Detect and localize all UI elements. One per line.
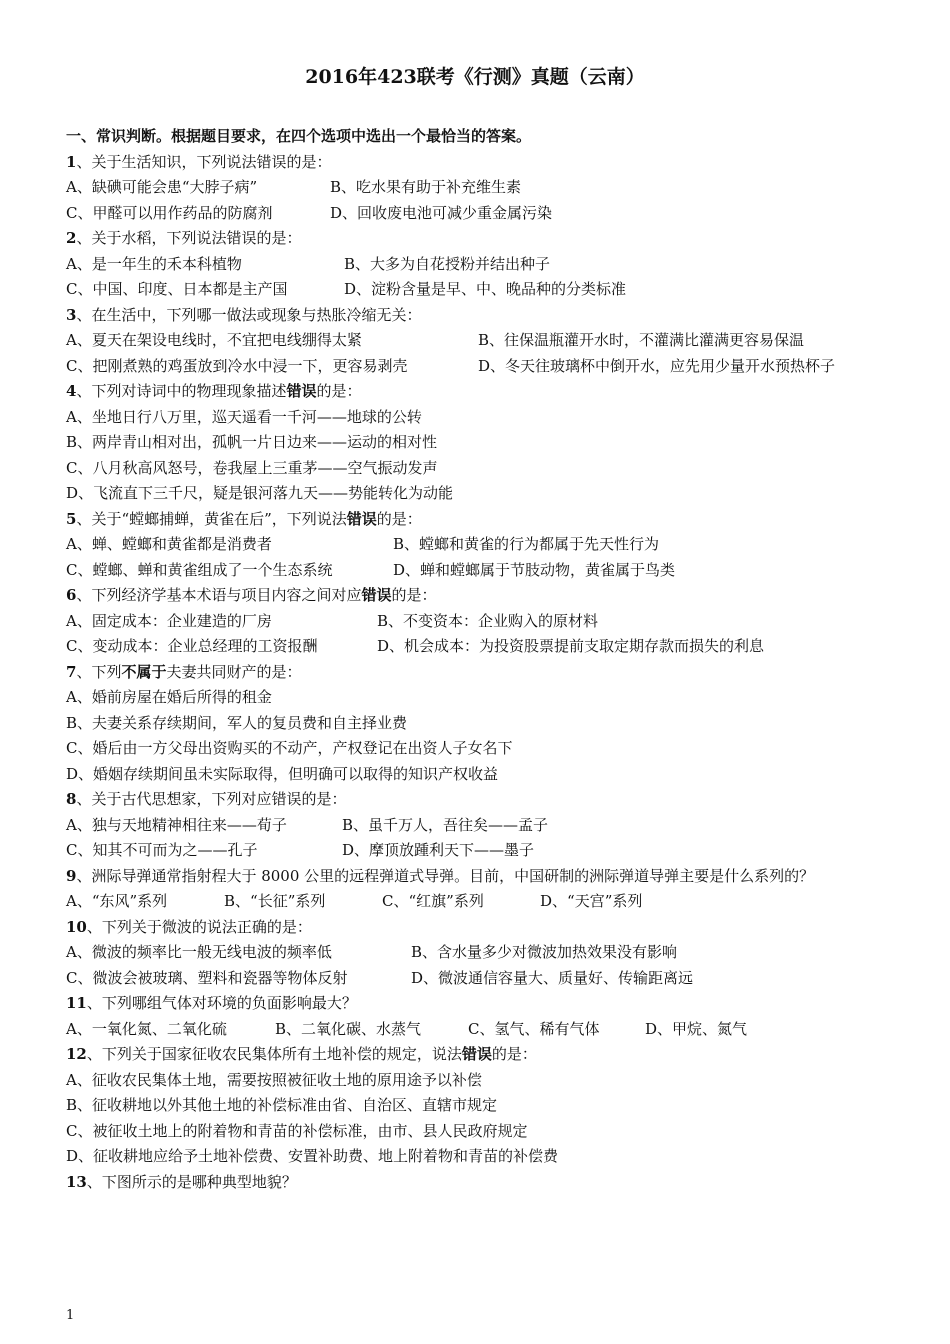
page-title: 2016年423联考《行测》真题（云南） <box>305 66 645 88</box>
options-row <box>66 277 896 303</box>
question-number: 2 <box>66 229 77 247</box>
option-d: D、摩顶放踵利天下——墨子 <box>342 841 535 859</box>
option-a: A、固定成本：企业建造的厂房 <box>66 611 272 630</box>
option-b: B、大多为自花授粉并结出种子 <box>344 254 551 273</box>
options-row <box>66 354 896 380</box>
option-d: D、飞流直下三千尺，疑是银河落九天——势能转化为动能 <box>66 484 454 502</box>
question-stem-end: 的是： <box>491 1045 537 1063</box>
question-3 <box>66 303 896 329</box>
question-9 <box>66 864 896 890</box>
option-c: C、把刚煮熟的鸡蛋放到冷水中浸一下，更容易剥壳 <box>66 356 408 375</box>
option-a: A、征收农民集体土地，需要按照被征收土地的原用途予以补偿 <box>66 1070 482 1089</box>
options-row <box>66 813 896 839</box>
option-d: D、蝉和螳螂属于节肢动物，黄雀属于鸟类 <box>393 560 676 579</box>
option-b: B、含水量多少对微波加热效果没有影响 <box>411 943 678 961</box>
option-a: A、缺碘可能会患“大脖子病” <box>66 178 258 196</box>
emphasis-text: 错误 <box>346 509 377 528</box>
question-stem: 、关于“螳螂捕蝉，黄雀在后”，下列说法 <box>76 509 347 528</box>
question-stem-end: 的是： <box>376 509 422 528</box>
question-stem: 、下列经济学基本术语与项目内容之间对应 <box>76 586 362 604</box>
question-stem: 、关于生活知识，下列说法错误的是： <box>76 152 332 171</box>
options-row <box>66 558 896 584</box>
option-c: C、“红旗”系列 <box>382 892 484 910</box>
question-stem-end: 夫妻共同财产的是： <box>166 662 302 681</box>
options-row <box>66 1017 896 1043</box>
emphasis-text: 不属于 <box>121 662 167 681</box>
option-c: C、中国、印度、日本都是主产国 <box>66 280 288 298</box>
option-a: A、微波的频率比一般无线电波的频率低 <box>66 943 332 961</box>
options-row <box>66 252 896 278</box>
option-a: A、夏天在架设电线时，不宜把电线绷得太紧 <box>66 331 362 349</box>
question-number: 6 <box>66 586 77 604</box>
options-row <box>66 940 896 966</box>
question-8 <box>66 787 896 813</box>
option-d: D、征收耕地应给予土地补偿费、安置补助费、地上附着物和青苗的补偿费 <box>66 1147 559 1165</box>
option-d: D、回收废电池可减少重金属污染 <box>330 203 553 222</box>
question-number: 8 <box>66 790 77 808</box>
question-4 <box>66 379 896 405</box>
option-a: A、坐地日行八万里，巡天遥看一千河——地球的公转 <box>66 407 422 426</box>
option-d: D、机会成本：为投资股票提前支取定期存款而损失的利息 <box>377 637 765 655</box>
emphasis-text: 错误 <box>286 382 317 400</box>
option-c: C、微波会被玻璃、塑料和瓷器等物体反射 <box>66 968 348 987</box>
options-row <box>66 966 896 992</box>
option-a: A、一氧化氮、二氧化硫 <box>66 1019 227 1038</box>
option-b: B、“长征”系列 <box>224 892 326 910</box>
question-stem-end: 的是： <box>391 586 437 604</box>
question-stem-end: 的是： <box>316 382 362 400</box>
option-d: D、冬天往玻璃杯中倒开水，应先用少量开水预热杯子 <box>478 356 836 375</box>
options-row <box>66 175 896 201</box>
question-7 <box>66 660 896 686</box>
section-heading: 一、常识判断。根据题目要求，在四个选项中选出一个最恰当的答案。 <box>66 127 532 145</box>
question-stem: 、下列哪组气体对环境的负面影响最大？ <box>86 994 357 1012</box>
question-11 <box>66 991 896 1017</box>
question-number: 11 <box>66 994 87 1012</box>
question-stem: 、关于古代思想家，下列对应错误的是： <box>76 790 347 808</box>
option-a: A、婚前房屋在婚后所得的租金 <box>66 688 272 706</box>
options-row <box>66 634 896 660</box>
question-stem: 、洲际导弹通常指射程大于 8000 公里的远程弹道式导弹。目前，中国研制的洲际弹道导弹主要是什么系列的？ <box>76 866 815 885</box>
option-a: A、独与天地精神相往来——荀子 <box>66 815 287 834</box>
question-5 <box>66 507 896 533</box>
option-b: B、征收耕地以外其他土地的补偿标准由省、自治区、直辖市规定 <box>66 1096 498 1114</box>
question-number: 1 <box>66 152 77 171</box>
options-row <box>66 328 896 354</box>
question-stem: 、下图所示的是哪种典型地貌？ <box>86 1172 297 1191</box>
page-number: 1 <box>66 1308 75 1323</box>
question-10 <box>66 915 896 941</box>
options-row <box>66 609 896 635</box>
option-a: A、是一年生的禾本科植物 <box>66 254 242 273</box>
option-b: B、两岸青山相对出，孤帆一片日边来——运动的相对性 <box>66 433 438 451</box>
option-c: C、变动成本：企业总经理的工资报酬 <box>66 637 318 655</box>
question-number: 7 <box>66 662 77 681</box>
question-number: 12 <box>66 1045 87 1063</box>
option-c: C、甲醛可以用作药品的防腐剂 <box>66 203 273 222</box>
option-d: D、婚姻存续期间虽未实际取得，但明确可以取得的知识产权收益 <box>66 764 499 783</box>
question-number: 3 <box>66 305 77 324</box>
question-stem: 、下列对诗词中的物理现象描述 <box>76 382 287 400</box>
question-stem: 、下列关于微波的说法正确的是： <box>86 917 312 936</box>
option-b: B、往保温瓶灌开水时，不灌满比灌满更容易保温 <box>478 331 805 349</box>
option-b: B、螳螂和黄雀的行为都属于先天性行为 <box>393 535 660 553</box>
question-stem: 、下列 <box>76 662 122 681</box>
option-b: B、夫妻关系存续期间，军人的复员费和自主择业费 <box>66 713 408 732</box>
option-a: A、“东风”系列 <box>66 892 168 910</box>
option-d: D、甲烷、氮气 <box>645 1019 748 1038</box>
question-number: 4 <box>66 382 77 400</box>
question-2 <box>66 226 896 252</box>
options-row <box>66 201 896 227</box>
question-number: 13 <box>66 1172 87 1191</box>
option-c: C、氢气、稀有气体 <box>468 1019 600 1038</box>
option-a: A、蝉、螳螂和黄雀都是消费者 <box>66 535 272 553</box>
options-row <box>66 532 896 558</box>
emphasis-text: 错误 <box>461 1045 492 1063</box>
emphasis-text: 错误 <box>361 586 392 604</box>
option-c: C、螳螂、蝉和黄雀组成了一个生态系统 <box>66 560 333 579</box>
option-c: C、八月秋高风怒号，卷我屋上三重茅——空气振动发声 <box>66 458 438 477</box>
question-6 <box>66 583 896 609</box>
options-row <box>66 838 896 864</box>
question-13 <box>66 1170 896 1196</box>
option-b: B、二氧化碳、水蒸气 <box>275 1019 422 1038</box>
options-row <box>66 889 896 915</box>
option-d: D、“天宫”系列 <box>540 892 643 910</box>
question-number: 10 <box>66 917 87 936</box>
question-number: 5 <box>66 509 77 528</box>
exam-content <box>66 124 896 1195</box>
option-c: C、被征收土地上的附着物和青苗的补偿标准，由市、县人民政府规定 <box>66 1121 528 1140</box>
option-c: C、知其不可而为之——孔子 <box>66 841 258 859</box>
option-b: B、不变资本：企业购入的原材料 <box>377 611 599 630</box>
option-b: B、虽千万人，吾往矣——孟子 <box>342 815 549 834</box>
question-stem: 、在生活中，下列哪一做法或现象与热胀冷缩无关： <box>76 305 422 324</box>
option-b: B、吃水果有助于补充维生素 <box>330 178 522 196</box>
question-stem: 、关于水稻，下列说法错误的是： <box>76 229 302 247</box>
option-d: D、微波通信容量大、质量好、传输距离远 <box>411 968 694 987</box>
question-12 <box>66 1042 896 1068</box>
option-d: D、淀粉含量是早、中、晚品种的分类标准 <box>344 280 627 298</box>
question-1 <box>66 150 896 176</box>
option-c: C、婚后由一方父母出资购买的不动产，产权登记在出资人子女名下 <box>66 739 513 757</box>
question-number: 9 <box>66 866 77 885</box>
question-stem: 、下列关于国家征收农民集体所有土地补偿的规定，说法 <box>86 1045 462 1063</box>
